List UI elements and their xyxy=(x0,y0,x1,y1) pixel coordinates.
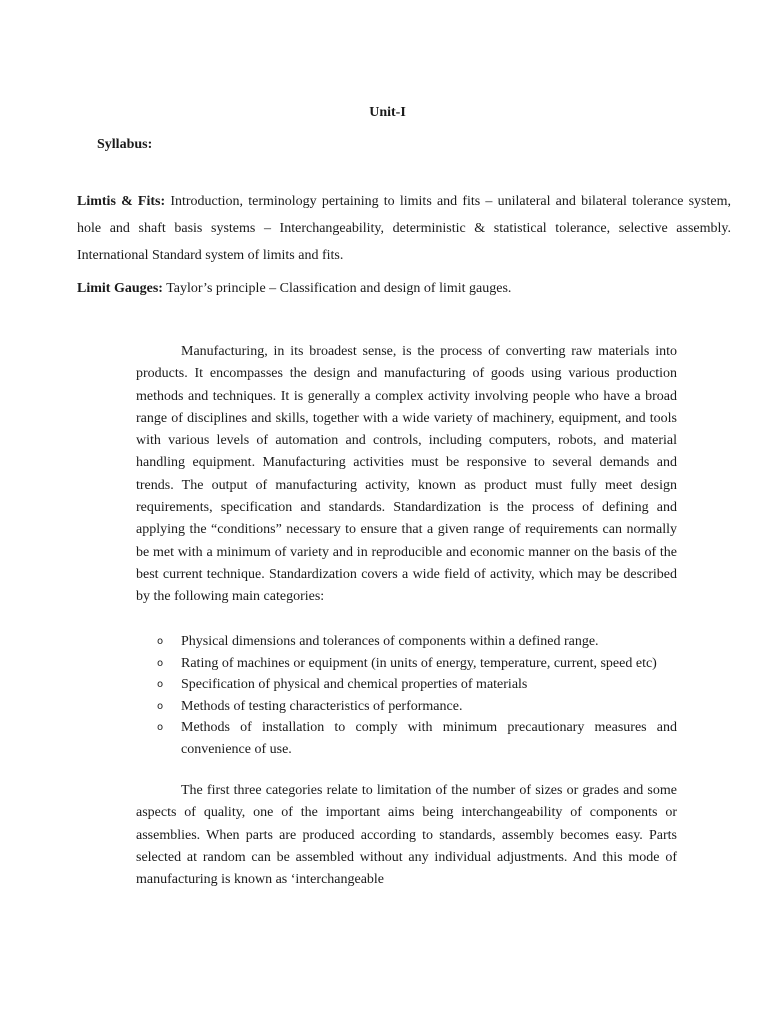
paragraph-interchangeability xyxy=(136,780,677,891)
list-item: o Physical dimensions and tolerances of components within a defined range. xyxy=(136,631,677,653)
limit-gauges-heading: Limit Gauges: xyxy=(77,281,163,296)
paragraph-manufacturing xyxy=(136,341,677,609)
paragraph-1-text: Manufacturing, in its broadest sense, is the process of converting raw materials into products. It encompasses the design and manufacturing of goods using various production methods and techniques. It is generally a complex activity involving people who have a broad range of disciplines and skills, together with a wide variety of machinery, equipment, and tools with various levels of automation and controls, including computers, robots, and material handling equipment. Manufacturing activities must be responsive to several demands and trends. The output of manufacturing activity, known as product must fully meet design requirements, specification and standards. Standardization is the process of defining and applying the “conditions” necessary to ensure that a given range of requirements can normally be met with a minimum of variety and in reproducible and economic manner on the basis of the best current technique. Standardization covers a wide field of activity, which may be described by the following main categories: xyxy=(136,344,677,605)
list-item: o Methods of testing characteristics of performance. xyxy=(136,696,677,718)
limits-fits-text: Introduction, terminology pertaining to limits and fits – unilateral and bilateral tolerance system, hole and shaft basis systems – Interchangeability, deterministic & statistical tolerance, selective assembly. International Standard system of limits and fits. xyxy=(77,194,731,263)
limits-fits-heading: Limtis & Fits: xyxy=(77,194,166,209)
paragraph-2-text: The first three categories relate to limitation of the number of sizes or grades and some aspects of quality, one of the important aims being interchangeability of components or assemblies. When parts are produced according to standards, assembly becomes easy. Parts selected at random can be assembled without any individual adjustments. And this mode of manufacturing is known as ‘interchangeable xyxy=(136,783,677,888)
syllabus-label: Syllabus: xyxy=(97,137,153,152)
categories-list xyxy=(136,631,677,760)
list-item: o Specification of physical and chemical properties of materials xyxy=(136,674,677,696)
syllabus-limit-gauges xyxy=(77,275,731,302)
bullet-icon: o xyxy=(157,722,164,733)
bullet-icon: o xyxy=(157,679,164,690)
unit-title: Unit-I xyxy=(369,105,406,120)
bullet-icon: o xyxy=(157,657,164,669)
bullet-icon: o xyxy=(157,700,164,712)
limit-gauges-text: Taylor’s principle – Classification and design of limit gauges. xyxy=(162,281,512,296)
syllabus-limits-fits xyxy=(77,188,731,269)
list-item: o Methods of installation to comply with minimum precautionary measures and convenience of use. xyxy=(136,717,677,760)
bullet-icon: o xyxy=(157,636,164,647)
list-item: o Rating of machines or equipment (in units of energy, temperature, current, speed etc) xyxy=(136,653,677,675)
